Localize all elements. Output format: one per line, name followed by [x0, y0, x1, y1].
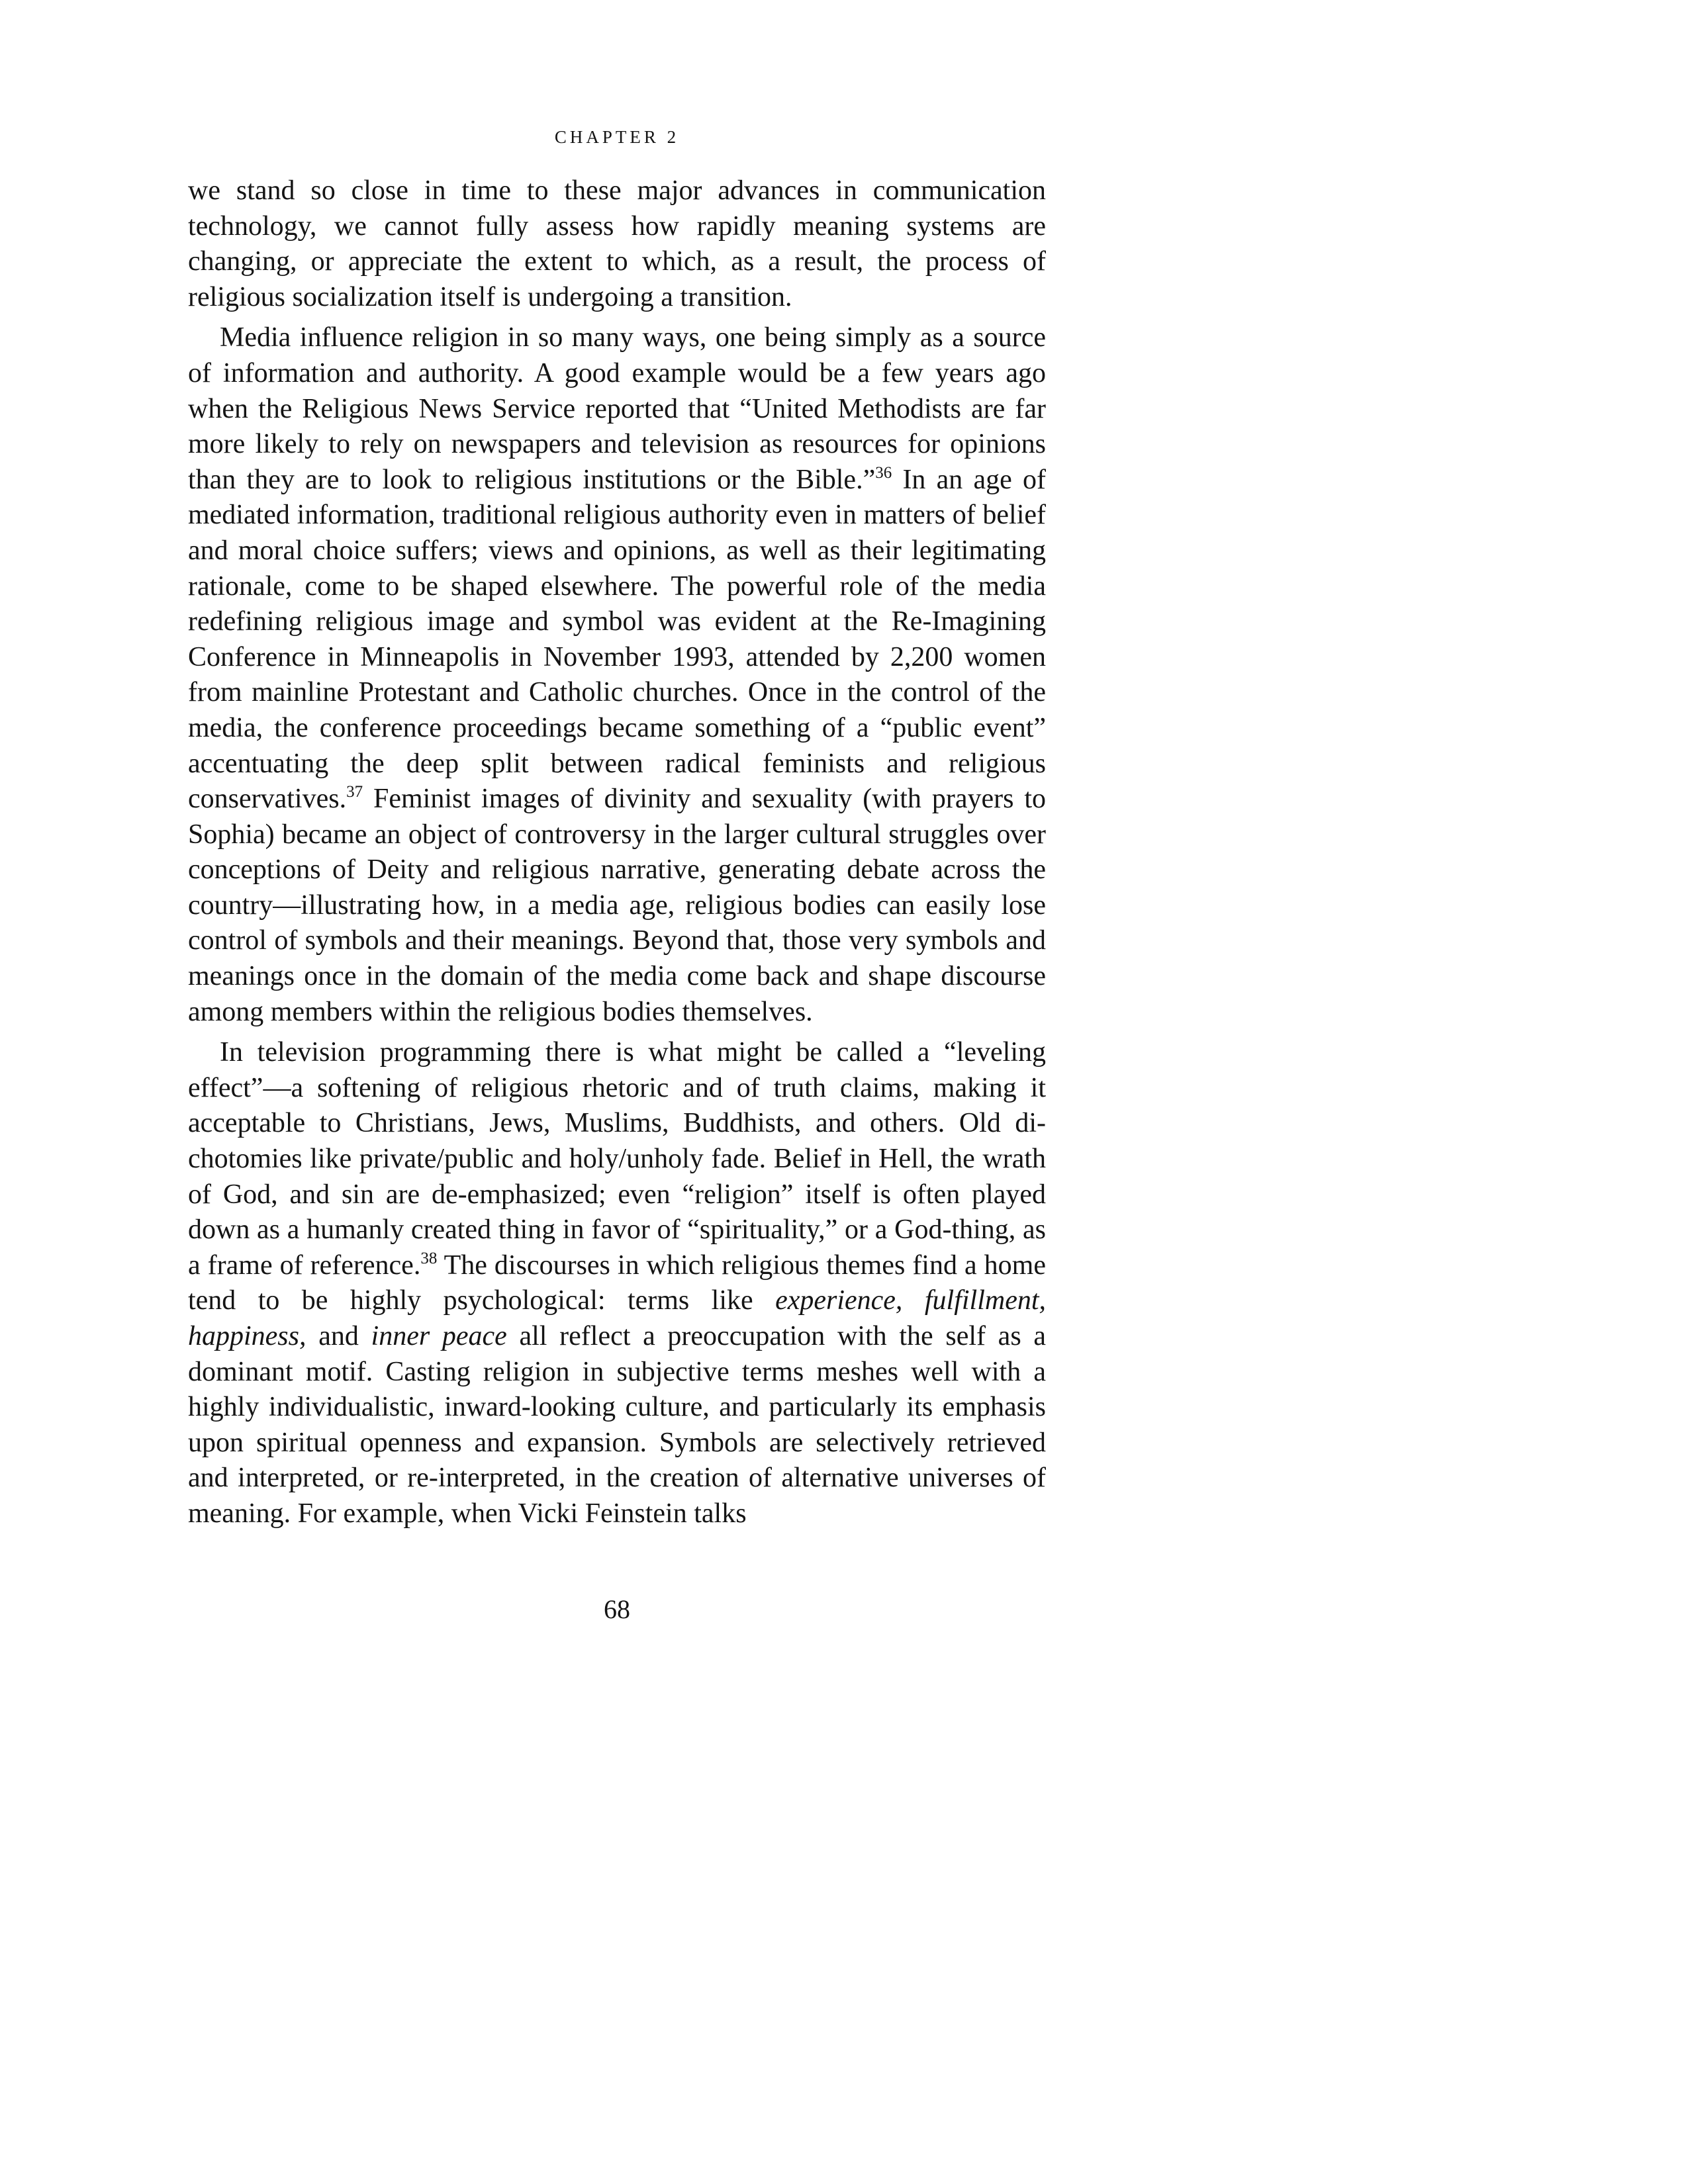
paragraph-3-space-1	[902, 1285, 924, 1316]
paragraph-3-text-c: and	[306, 1321, 371, 1351]
italic-term-inner-peace: inner peace	[371, 1321, 507, 1351]
footnote-ref-36: 36	[875, 463, 892, 482]
paragraph-2-text-b: In an age of mediated information, traditional religious authority even in matters of belief and moral choice suffers; views and opinions, as well as their legitimating rationale, come to be shaped elsewhere. The powerful role of the media redefining religious image and symbol was evident at the Re-Imagining Conference in Minneapolis in November 1993, attended by 2,200 women from mainline Protestant and Catholic churches. Once in the control of the media, the conference proceedings became something of a “public event” accentuating the deep split between radical feminists and religious conservatives.	[188, 464, 1046, 815]
paragraph-2-text-c: Feminist images of divinity and sexuality (with prayers to Sophia) became an object of controversy in the larger cultural struggles over conceptions of Deity and religious narrative, generating debate across the country—illustrating how, in a media age, religious bodies can easily lose control of symbols and their meanings. Beyond that, those very symbols and meanings once in the domain of the media come back and shape discourse among members within the religious bodies themselves.	[188, 784, 1046, 1027]
paragraph-3-text-d: all reflect a preoccupation with the self as a dominant motif. Casting religion in subjective terms meshes well with a highly individualistic, inward-looking culture, and particularly its emphasis upon spiritual openness and expansion. Symbols are selectively retrieved and interpreted, or re-interpreted, in the creation of alternative universes of meaning. For example, when Vicki Feinstein talks	[188, 1321, 1046, 1529]
footnote-ref-38: 38	[420, 1249, 438, 1267]
italic-term-happiness: happiness,	[188, 1321, 306, 1351]
footnote-ref-37: 37	[346, 782, 363, 801]
paragraph-2	[188, 320, 1046, 1030]
body-text	[188, 173, 1046, 1532]
paragraph-3-text-b: The discourses in which religious themes find a home tend to be highly psychological: terms like	[188, 1250, 1046, 1316]
paragraph-3	[188, 1035, 1046, 1531]
paragraph-1: we stand so close in time to these major advances in communication technology, we cannot fully assess how rapidly meaning systems are changing, or appreciate the extent to which, as a result, the process of religious socialization itself is undergoing a transition.	[188, 175, 1046, 312]
italic-term-experience: experience,	[775, 1285, 903, 1316]
running-head: CHAPTER 2	[554, 127, 680, 147]
paragraph-3-text-a: In television programming there is what might be called a “leveling effect”—a softening of religious rhetoric and of truth claims, making it acceptable to Christians, Jews, Muslims, Buddhists, and others. Old dichotomies like private/public and holy/unholy fade. Belief in Hell, the wrath of God, and sin are de-emphasized; even “religion” itself is often played down as a humanly created thing in favor of “spirituality,” or a God-thing, as a frame of reference.	[188, 1037, 1046, 1281]
italic-term-fulfillment: fulfillment,	[924, 1285, 1047, 1316]
paragraph-2-text-a: Media influence religion in so many ways, one being simply as a source of information and authority. A good example would be a few years ago when the Religious News Service reported that “United Methodists are far more likely to rely on newspapers and television as resources for opinions than they are to look to religious institutions or the Bible.”	[188, 322, 1046, 495]
page-number: 68	[604, 1594, 630, 1624]
